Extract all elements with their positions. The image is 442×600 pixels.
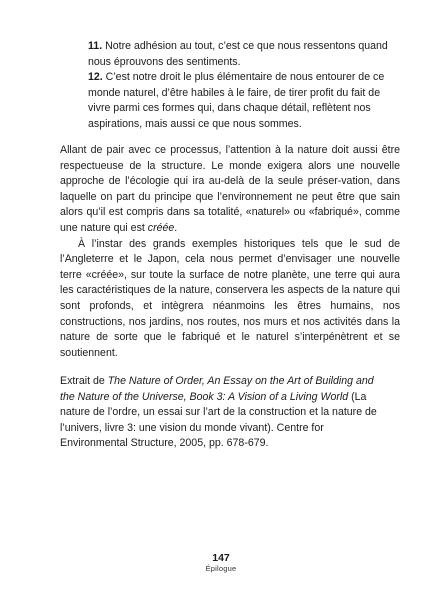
citation-book-title: The Nature of Order, An Essay on the Art of Building and the Nature of the Universe, Book 3: A Vision of a Living World xyxy=(60,375,374,403)
citation-details: (La nature de l’ordre, un essai sur l’art de la construction et la nature de l’univers, livre 3: une vision du monde vivant). Centre for Environmental Structure, 2005, pp. 678-679. xyxy=(60,390,377,450)
emphasis-text: créée xyxy=(147,221,175,234)
point-number: 12. xyxy=(88,71,103,84)
page-footer xyxy=(0,552,442,574)
paragraph-created-earth: À l’instar des grands exemples historiques tels que le sud de l’Angleterre et le Japon, cela nous permet d’envisager une nouvelle terre «créée», sur toute la surface de notre planète, une terre qui aura les caractéristiques de la nature, conservera les aspects de la nature qui sont profonds, et intègrera néanmoins les êtres humains, nos constructions, nos jardins, nos routes, nos murs et nos activités dans la nature de sorte que le fabriqué et le naturel s’interpénètrent et se soutiennent. xyxy=(60,237,400,359)
page-number: 147 xyxy=(212,552,230,564)
paragraph-text-end: . xyxy=(174,221,178,234)
citation-text xyxy=(60,374,382,452)
body-text xyxy=(60,143,400,361)
numbered-points xyxy=(88,39,400,133)
source-citation xyxy=(60,374,382,452)
point-number: 11. xyxy=(88,40,103,52)
citation-prefix: Extrait de xyxy=(60,375,108,387)
paragraph-ecology xyxy=(60,143,400,237)
point-12 xyxy=(88,70,400,132)
point-text: C’est notre droit le plus élémentaire de nous entourer de ce monde naturel, d’être habiles à le faire, de tirer profit du fait de vivre parmi ces formes qui, dans chaque détail, reflètent nos aspirations, mais aussi ce que nous sommes. xyxy=(88,71,385,130)
section-name: Épilogue xyxy=(205,564,237,573)
point-text: Notre adhésion au tout, c’est ce que nous ressentons quand nous éprouvons des sentiments. xyxy=(88,40,388,68)
paragraph-text: Allant de pair avec ce processus, l’attention à la nature doit aussi être respectueuse de la structure. Le monde exigera alors une nouvelle approche de l’écologie qui ira au-delà de la seule préser-vation, dans laquelle on part du principe que l’environnement ne peut être que sain alors qu’il est compris dans sa totalité, «naturel» ou «fabriqué», comme une nature qui est xyxy=(60,144,400,234)
point-11 xyxy=(88,39,400,70)
